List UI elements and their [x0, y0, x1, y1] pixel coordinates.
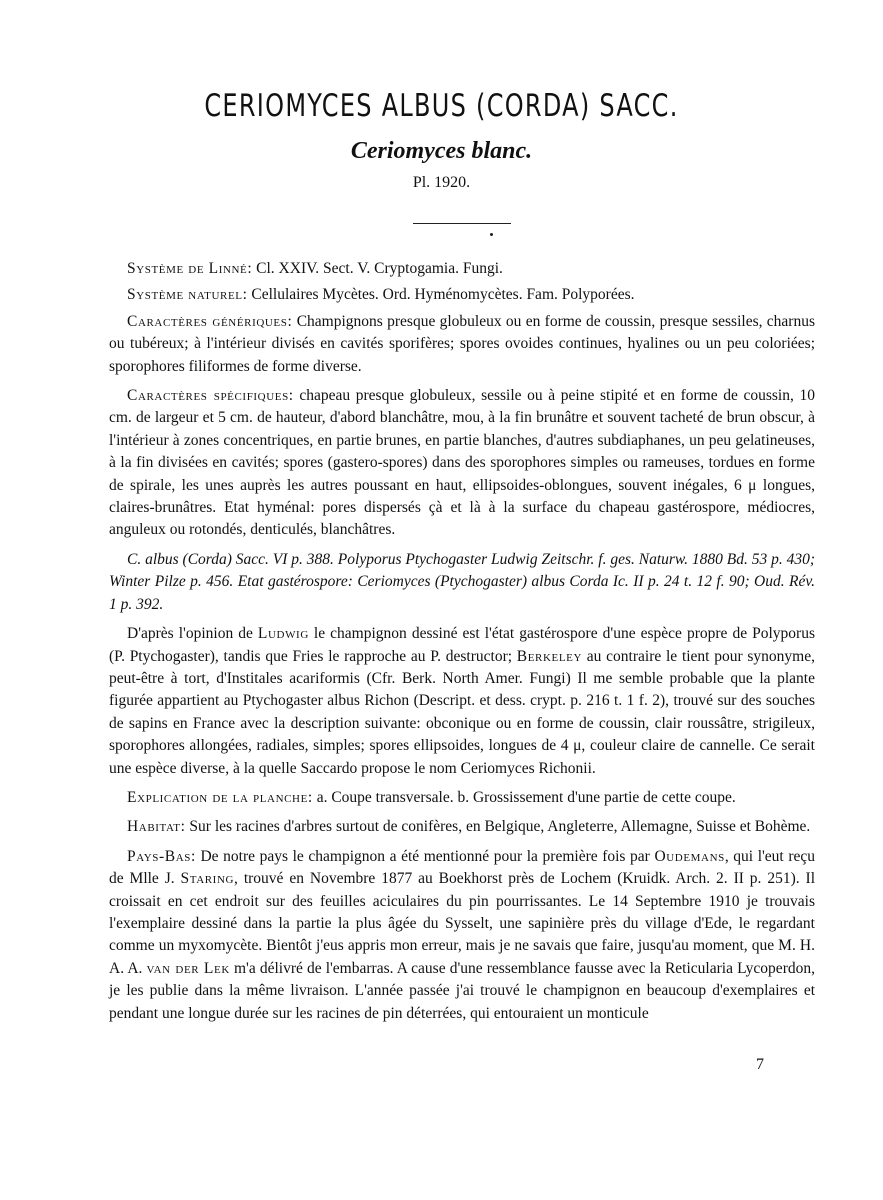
- title-divider: [413, 223, 511, 224]
- author-berkeley: Berkeley: [516, 647, 583, 665]
- page-title: CERIOMYCES ALBUS (CORDA) SACC.: [204, 88, 679, 124]
- label-habitat: Habitat:: [127, 818, 186, 836]
- paragraph-specifiques: [109, 385, 815, 542]
- author-vanderlek: van der Lek: [146, 959, 230, 977]
- text-habitat: Sur les racines d'arbres surtout de conifères, en Belgique, Angleterre, Allemagne, Suisse et Bohème.: [185, 818, 811, 836]
- label-linne: Système de Linné:: [127, 260, 253, 277]
- paragraph-opinion: [109, 623, 815, 780]
- text-paysbas-b: , qui l'eut reçu de Mlle J.: [109, 847, 815, 888]
- text-generiques: Champignons presque globuleux ou en forme de coussin, presque sessiles, charnus ou tubéreux; à l'intérieur divisés en cavités sporifères; spores ovoides continues, hyalines ou un peu coloriées; sporophores filiformes de forme diverse.: [109, 312, 816, 375]
- text-naturel: Cellulaires Mycètes. Ord. Hyménomycètes. Fam. Polyporées.: [247, 286, 635, 304]
- page-subtitle: Ceriomyces blanc.: [350, 138, 533, 164]
- text-opinion-a: D'après l'opinion de: [127, 625, 258, 643]
- paragraph-generiques: [109, 311, 815, 378]
- paragraph-paysbas: [109, 846, 815, 1025]
- label-generiques: Caractères génériques:: [127, 312, 293, 330]
- divider-dot: [490, 233, 493, 236]
- label-specifiques: Caractères spécifiques:: [127, 387, 294, 405]
- body-text: [109, 258, 815, 1032]
- text-specifiques: chapeau presque globuleux, sessile ou à peine stipité et en forme de coussin, 10 cm. de largeur et 5 cm. de hauteur, d'abord blanchâtre, mou, à la fin brunâtre et souvent tacheté de brun obscur, à l'intérieur à zones concentriques, en partie brunes, en partie blanches, d'autres subdiaphanes, un peu gelatineuses, à la fin divisées en cavités; spores (gastero-spores) dans des sporophores simples ou rameuses, tordues en forme de spirale, les unes auprès les autres poussant en haut, ellipsoides-oblongues, souvent inégales, 6 μ longues, claires-brunâtres. Etat hyménal: pores dispersés çà et là à la surface du chapeau gastérospore, médiocres, anguleux ou rotondés, denticulés, blanchâtres.: [109, 387, 815, 539]
- text-explication: a. Coupe transversale. b. Grossissement d'une partie de cette coupe.: [312, 788, 736, 806]
- text-linne: Cl. XXIV. Sect. V. Cryptogamia. Fungi.: [252, 260, 503, 277]
- text-opinion-c: au contraire le tient pour synonyme, peut-être à tort, d'Institales acariformis (Cfr. Berk. North Amer. Fungi) Il me semble probable que la plante figurée appartient au Ptychogaster albus Richon (Descript. et dess. crypt. p. 216 t. 1 f. 2), trouvé sur des souches de sapins en France avec la description suivante: obconique ou en forme de coussin, clair roussâtre, strigileux, sporophores allongées, radiales, simples; spores ellipsoides, longues de 4 μ, couleur claire de cannelle. Ce serait une espèce diverse, à la quelle Saccardo propose le nom Ceriomyces Richonii.: [109, 647, 815, 777]
- text-paysbas-a: De notre pays le champignon a été mentionné pour la première fois par: [195, 847, 655, 865]
- text-paysbas-c: , trouvé en Novembre 1877 au Boekhorst près de Lochem (Kruidk. Arch. 2. II p. 251). Il croissait en cet endroit sur des feuilles aciculaires du pin pourrissantes. Le 14 Septembre 1910 je trouvais l'exemplaire dessiné dans la partie la plus âgée du Sysselt, une sapinière près du village d'Ede, le regardant comme un myxomycète. Bientôt j'eus appris mon erreur, mais je ne savais que faire, jusqu'au moment, que M. H. A. A.: [109, 870, 816, 977]
- paragraph-explication: [109, 787, 815, 809]
- plate-number: Pl. 1920.: [412, 174, 471, 191]
- page-number: 7: [756, 1056, 764, 1073]
- paragraph-synonymy: C. albus (Corda) Sacc. VI p. 388. Polyporus Ptychogaster Ludwig Zeitschr. f. ges. Naturw. 1880 Bd. 53 p. 430; Winter Pilze p. 456. Etat gastérospore: Ceriomyces (Ptychogaster) albus Corda Ic. II p. 24 t. 12 f. 90; Oud. Rév. 1 p. 392.: [109, 550, 816, 613]
- paragraph-naturel: [109, 284, 815, 306]
- author-oudemans: Oudemans: [654, 847, 725, 865]
- label-naturel: Système naturel:: [127, 286, 248, 304]
- text-paysbas-d: m'a délivré de l'embarras. A cause d'une ressemblance fausse avec la Reticularia Lycoperdon, je les publie dans la même livraison. L'année passée j'ai trouvé le champignon en beaucoup d'exemplaires et pendant une longue durée sur les racines de pin déterrées, qui entouraient un monticule: [109, 959, 815, 1022]
- author-staring: Staring: [180, 870, 235, 888]
- label-explication: Explication de la planche:: [127, 788, 313, 806]
- text-opinion-b: le champignon dessiné est l'état gastérospore d'une espèce propre de Polyporus (P. Ptychogaster), tandis que Fries le rapproche au P. destructor;: [109, 625, 816, 665]
- label-paysbas: Pays-Bas:: [127, 847, 196, 865]
- paragraph-habitat: [109, 816, 815, 838]
- paragraph-linne: [109, 258, 815, 280]
- author-ludwig: Ludwig: [257, 625, 309, 643]
